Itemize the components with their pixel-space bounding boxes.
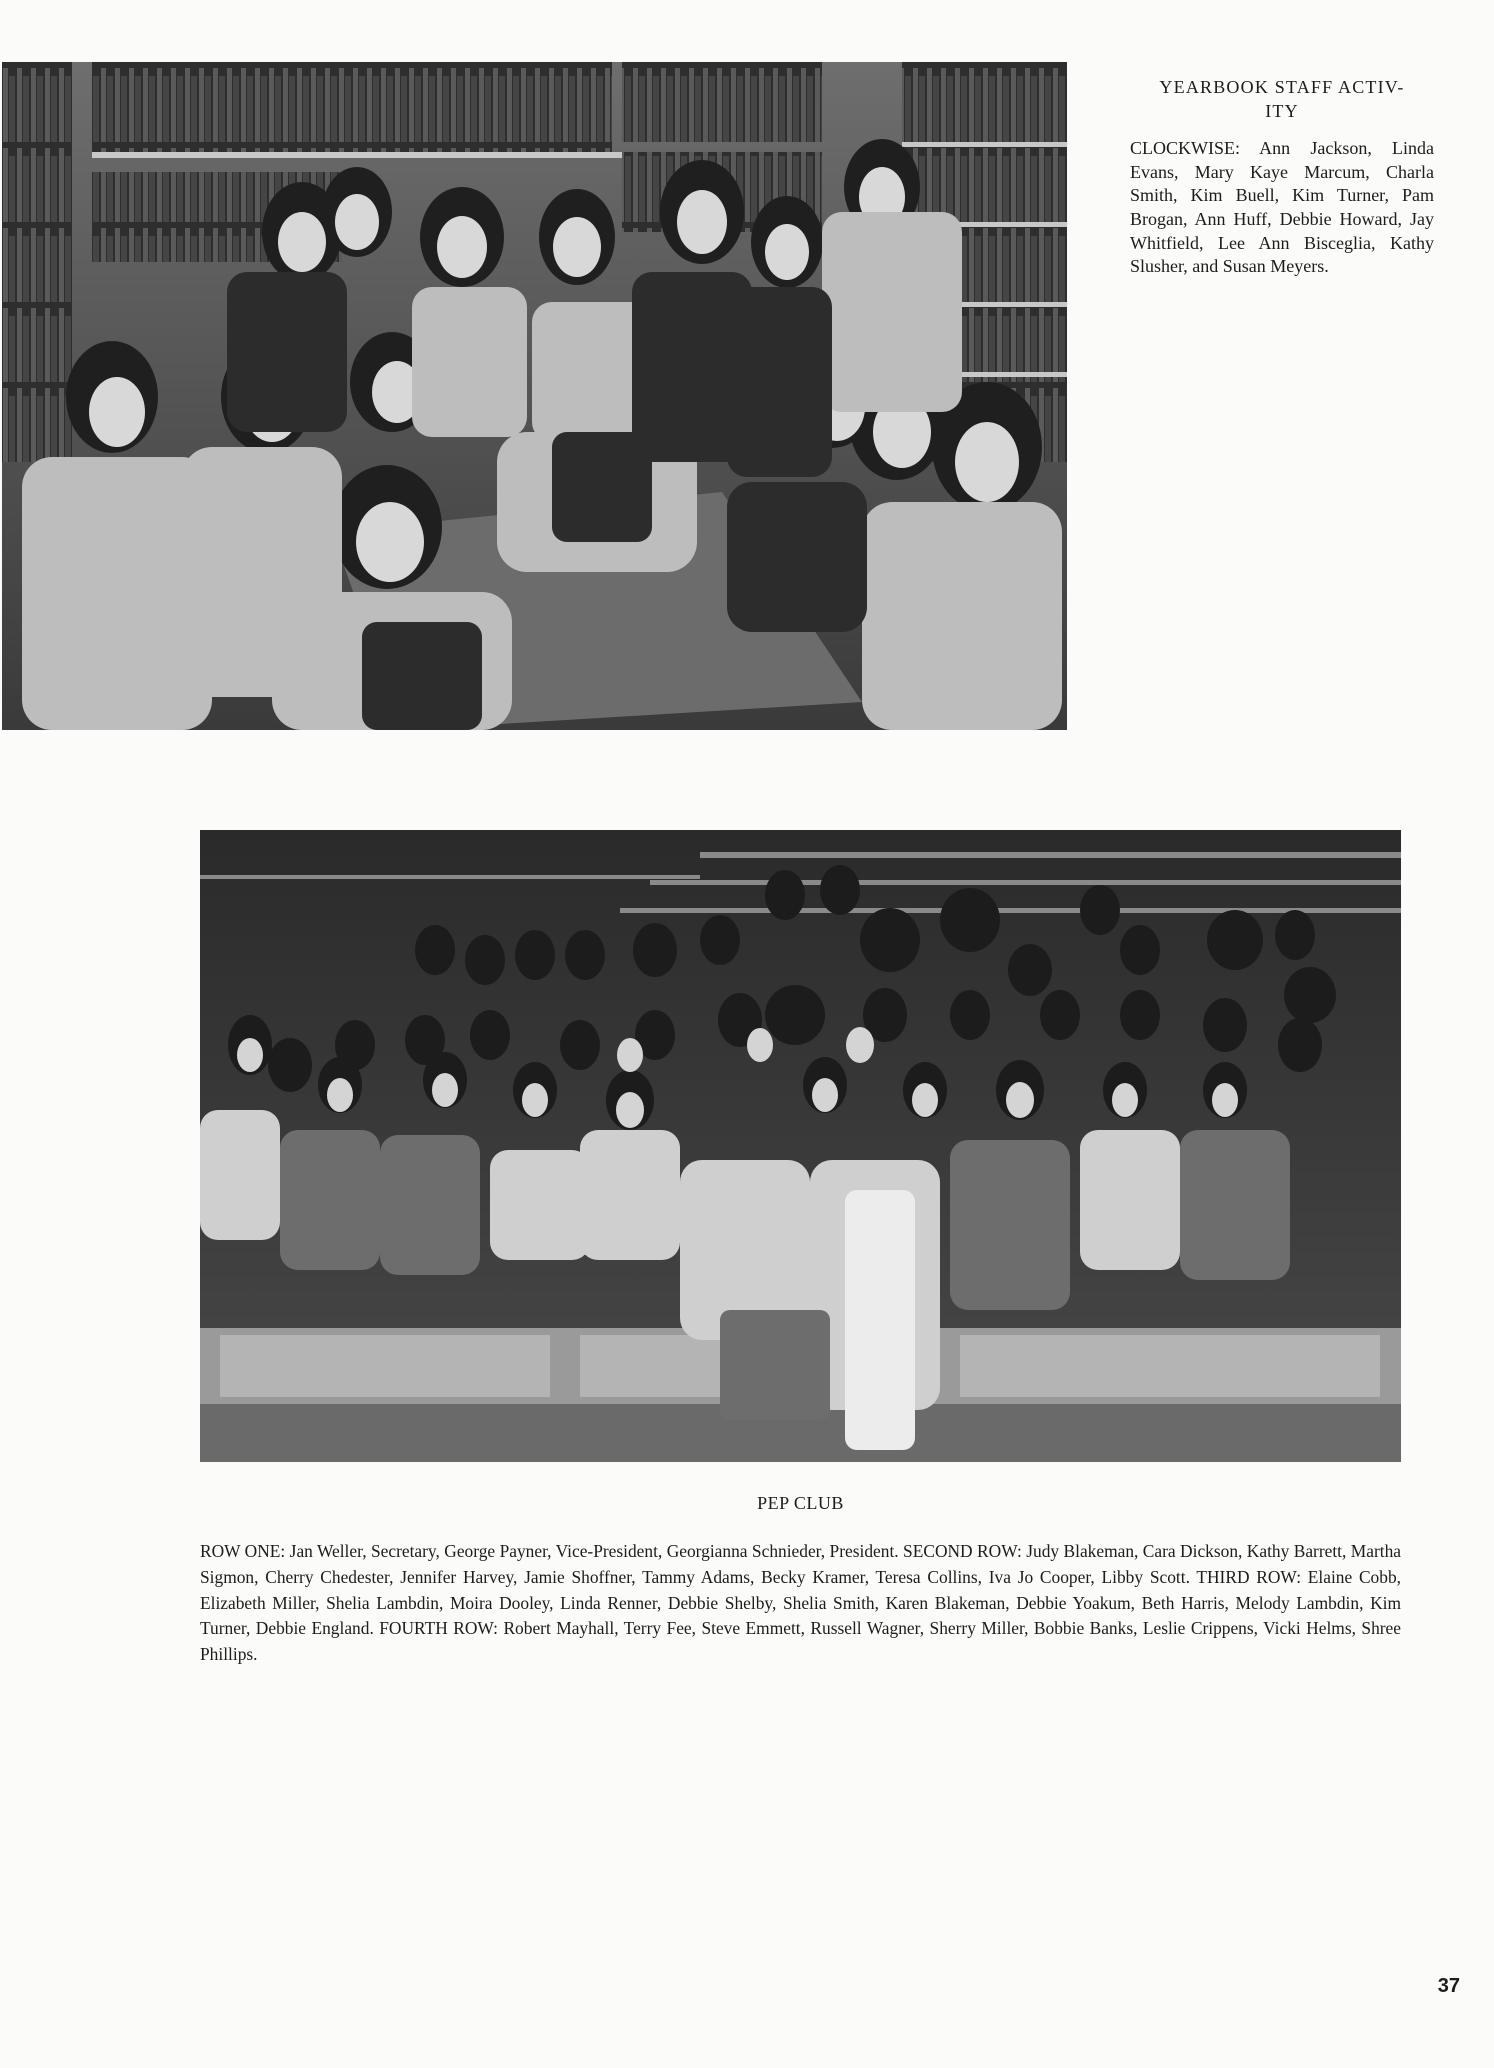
pep-club-names: ROW ONE: Jan Weller, Secretary, George Payner, Vice-President, Georgianna Schnieder, President. SECOND ROW: Judy Blakeman, Cara Dickson, Kathy Barrett, Martha Sigmon, Cherry Chedester, Jennifer Harvey, Jamie Shoffner, Tammy Adams, Becky Kramer, Teresa Collins, Iva Jo Cooper, Libby Scott. THIRD ROW: Elaine Cobb, Elizabeth Miller, Shelia Lambdin, Moira Dooley, Linda Renner, Debbie Shelby, Shelia Smith, Karen Blakeman, Debbie Yoakum, Beth Harris, Melody Lambdin, Kim Turner, Debbie England. FOURTH ROW: Robert Mayhall, Terry Fee, Steve Emmett, Russell Wagner, Sherry Miller, Bobbie Banks, Leslie Crippens, Vicki Helms, Shree Phillips. bbox=[200, 1541, 1401, 1665]
yearbook-staff-heading bbox=[1130, 76, 1434, 123]
yearbook-staff-heading-text: YEARBOOK STAFF ACTIV- ITY bbox=[1159, 77, 1405, 121]
yearbook-staff-names: CLOCKWISE: Ann Jackson, Linda Evans, Mary Kaye Marcum, Charla Smith, Kim Buell, Kim Turner, Pam Brogan, Ann Huff, Debbie Howard, Jay Whitfield, Lee Ann Bisceglia, Kathy Slusher, and Susan Meyers. bbox=[1130, 138, 1434, 277]
yearbook-staff-photo bbox=[2, 62, 1067, 730]
pep-club-photo-image bbox=[200, 830, 1401, 1462]
yearbook-staff-caption bbox=[1130, 76, 1434, 279]
pep-club-title: PEP CLUB bbox=[757, 1493, 844, 1513]
pep-club-photo bbox=[200, 830, 1401, 1462]
page-number: 37 bbox=[1437, 1975, 1460, 1997]
yearbook-staff-photo-image bbox=[2, 62, 1067, 730]
